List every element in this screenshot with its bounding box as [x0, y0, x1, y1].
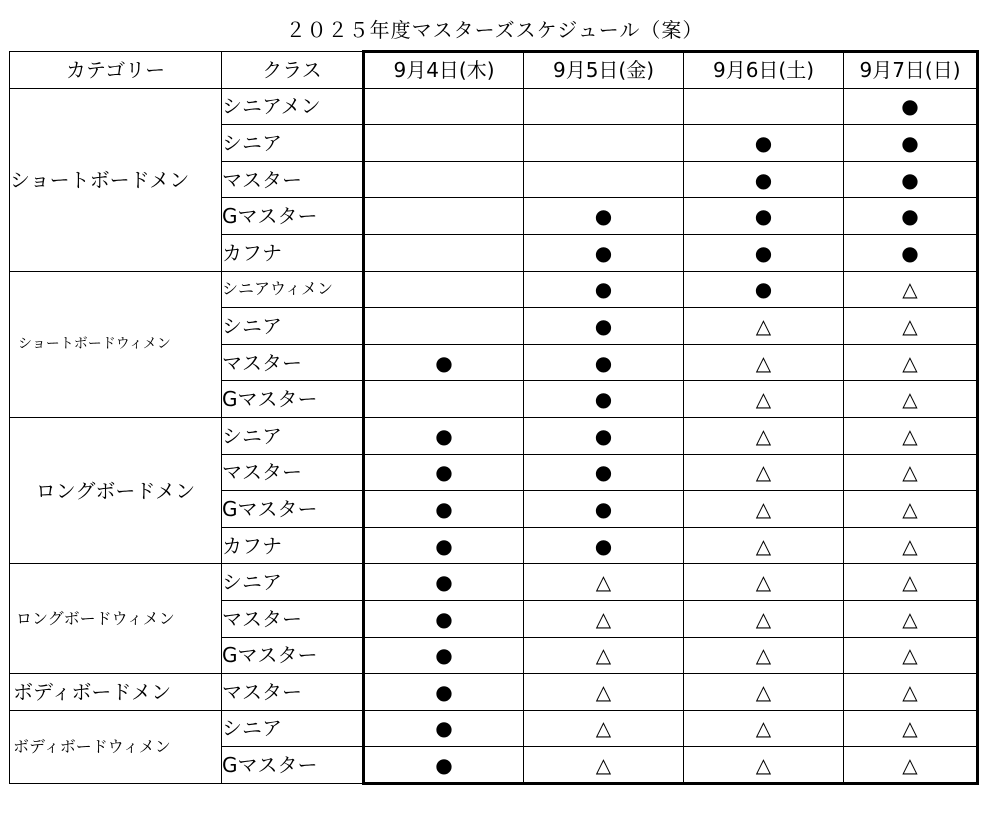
table-row [10, 417, 978, 454]
mark-cell [364, 198, 524, 235]
category-cell: ボディボードウィメン [10, 710, 222, 783]
class-cell: カフナ [222, 527, 364, 564]
mark-cell: △ [684, 564, 844, 601]
mark-cell: △ [684, 674, 844, 711]
category-cell: ボディボードメン [10, 674, 222, 711]
mark-cell: △ [684, 454, 844, 491]
class-cell: Gマスター [222, 491, 364, 528]
mark-cell [364, 271, 524, 308]
mark-cell: △ [684, 710, 844, 747]
mark-cell: △ [844, 417, 978, 454]
mark-cell: ● [364, 527, 524, 564]
mark-cell: ● [844, 234, 978, 271]
mark-cell: △ [524, 747, 684, 784]
mark-cell: ● [524, 344, 684, 381]
class-cell: Gマスター [222, 381, 364, 418]
page-title: ２０２５年度マスターズスケジュール（案） [285, 18, 704, 42]
mark-cell: △ [844, 381, 978, 418]
mark-cell: △ [524, 564, 684, 601]
mark-cell: ● [524, 527, 684, 564]
mark-cell: △ [524, 710, 684, 747]
table-row [10, 674, 978, 711]
class-cell: シニア [222, 564, 364, 601]
schedule-table [9, 50, 979, 785]
mark-cell: ● [844, 125, 978, 162]
mark-cell: △ [844, 308, 978, 345]
mark-cell: ● [364, 637, 524, 674]
mark-cell [364, 234, 524, 271]
mark-cell: △ [684, 417, 844, 454]
category-cell: ショートボードメン [10, 88, 222, 271]
mark-cell: △ [684, 491, 844, 528]
class-cell: マスター [222, 344, 364, 381]
mark-cell: ● [684, 198, 844, 235]
header-day-4: 9月7日(日) [844, 52, 978, 89]
mark-cell: ● [684, 161, 844, 198]
mark-cell: ● [364, 674, 524, 711]
mark-cell: △ [844, 674, 978, 711]
mark-cell: ● [524, 381, 684, 418]
mark-cell: ● [684, 271, 844, 308]
class-cell: Gマスター [222, 198, 364, 235]
header-class: クラス [222, 52, 364, 89]
class-cell: シニア [222, 417, 364, 454]
mark-cell: △ [684, 344, 844, 381]
mark-cell: ● [364, 747, 524, 784]
mark-cell: △ [844, 491, 978, 528]
mark-cell: △ [524, 674, 684, 711]
mark-cell: △ [844, 271, 978, 308]
header-day-3: 9月6日(土) [684, 52, 844, 89]
mark-cell: △ [844, 527, 978, 564]
class-cell: マスター [222, 674, 364, 711]
mark-cell: ● [684, 125, 844, 162]
mark-cell: ● [364, 710, 524, 747]
mark-cell [524, 125, 684, 162]
mark-cell: △ [844, 454, 978, 491]
class-cell: シニアウィメン [222, 271, 364, 308]
mark-cell: △ [524, 637, 684, 674]
mark-cell: △ [844, 564, 978, 601]
mark-cell: ● [524, 271, 684, 308]
mark-cell [364, 125, 524, 162]
class-cell: Gマスター [222, 637, 364, 674]
mark-cell [364, 88, 524, 125]
class-cell: マスター [222, 161, 364, 198]
mark-cell: ● [364, 491, 524, 528]
mark-cell: ● [364, 454, 524, 491]
mark-cell: ● [684, 234, 844, 271]
mark-cell: △ [684, 527, 844, 564]
mark-cell: ● [844, 198, 978, 235]
header-day-2: 9月5日(金) [524, 52, 684, 89]
header-category: カテゴリー [10, 52, 222, 89]
mark-cell: △ [844, 637, 978, 674]
mark-cell: ● [844, 161, 978, 198]
mark-cell: △ [684, 381, 844, 418]
table-row [10, 88, 978, 125]
table-row [10, 564, 978, 601]
header-day-1: 9月4日(木) [364, 52, 524, 89]
mark-cell: △ [684, 308, 844, 345]
table-row [10, 710, 978, 747]
mark-cell: △ [684, 637, 844, 674]
mark-cell: △ [524, 600, 684, 637]
class-cell: Gマスター [222, 747, 364, 784]
class-cell: シニア [222, 125, 364, 162]
mark-cell: △ [684, 600, 844, 637]
mark-cell [364, 381, 524, 418]
mark-cell: ● [364, 344, 524, 381]
mark-cell [364, 161, 524, 198]
mark-cell: △ [844, 600, 978, 637]
mark-cell [684, 88, 844, 125]
mark-cell [364, 308, 524, 345]
class-cell: シニア [222, 308, 364, 345]
mark-cell: △ [844, 747, 978, 784]
category-cell: ロングボードメン [10, 417, 222, 563]
mark-cell: ● [364, 600, 524, 637]
mark-cell [524, 161, 684, 198]
class-cell: マスター [222, 600, 364, 637]
header-row [10, 52, 978, 89]
category-cell: ショートボードウィメン [10, 271, 222, 417]
class-cell: マスター [222, 454, 364, 491]
mark-cell: ● [524, 417, 684, 454]
mark-cell: ● [524, 234, 684, 271]
class-cell: シニア [222, 710, 364, 747]
mark-cell: △ [684, 747, 844, 784]
mark-cell: △ [844, 344, 978, 381]
category-cell: ロングボードウィメン [10, 564, 222, 674]
mark-cell: ● [524, 454, 684, 491]
mark-cell: ● [364, 564, 524, 601]
class-cell: シニアメン [222, 88, 364, 125]
mark-cell: ● [524, 308, 684, 345]
mark-cell [524, 88, 684, 125]
mark-cell: ● [844, 88, 978, 125]
table-row [10, 271, 978, 308]
mark-cell: ● [524, 491, 684, 528]
mark-cell: ● [524, 198, 684, 235]
class-cell: カフナ [222, 234, 364, 271]
mark-cell: ● [364, 417, 524, 454]
mark-cell: △ [844, 710, 978, 747]
